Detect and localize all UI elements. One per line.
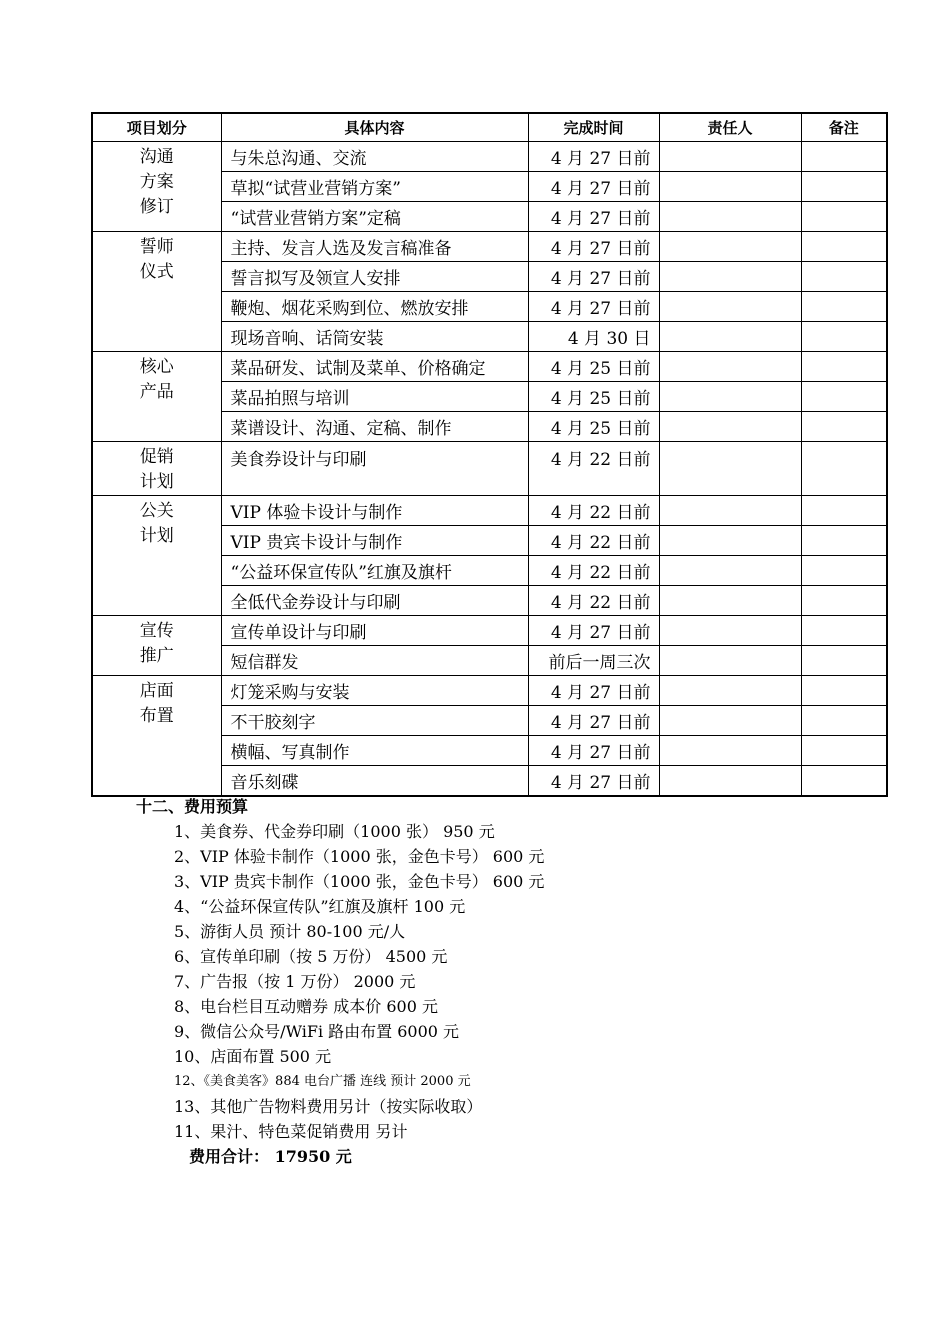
task-deadline: 4 月 27 日前 bbox=[528, 292, 659, 322]
category-label-line: 沟通 bbox=[139, 147, 174, 167]
task-content: 横幅、写真制作 bbox=[221, 736, 528, 766]
owner-cell bbox=[659, 646, 801, 676]
owner-cell bbox=[659, 352, 801, 382]
notes-cell bbox=[801, 676, 887, 706]
category-label-line: 产品 bbox=[139, 382, 174, 402]
task-deadline: 4 月 27 日前 bbox=[528, 202, 659, 232]
task-deadline: 4 月 27 日前 bbox=[528, 706, 659, 736]
budget-item: 2、VIP 体验卡制作（1000 张，金色卡号） 600 元 bbox=[174, 847, 545, 866]
notes-cell bbox=[801, 616, 887, 646]
owner-cell bbox=[659, 262, 801, 292]
task-deadline: 4 月 27 日前 bbox=[528, 142, 659, 172]
task-deadline: 4 月 22 日前 bbox=[528, 556, 659, 586]
owner-cell bbox=[659, 442, 801, 496]
task-deadline: 4 月 27 日前 bbox=[528, 172, 659, 202]
task-deadline: 4 月 27 日前 bbox=[528, 736, 659, 766]
budget-item: 12、《美食美客》884 电台广播 连线 预计 2000 元 bbox=[174, 1074, 471, 1089]
category-label-line: 公关 bbox=[139, 501, 174, 521]
notes-cell bbox=[801, 412, 887, 442]
header-category: 项目划分 bbox=[92, 113, 221, 142]
task-content: VIP 贵宾卡设计与制作 bbox=[221, 526, 528, 556]
budget-heading: 十二、费用预算 bbox=[136, 797, 249, 816]
header-owner: 责任人 bbox=[659, 113, 801, 142]
task-deadline: 前后一周三次 bbox=[528, 646, 659, 676]
category-label-line: 誓师 bbox=[139, 237, 174, 257]
owner-cell bbox=[659, 766, 801, 797]
table-row bbox=[92, 232, 887, 262]
notes-cell bbox=[801, 556, 887, 586]
budget-item: 5、游街人员 预计 80-100 元/人 bbox=[174, 922, 406, 941]
notes-cell bbox=[801, 322, 887, 352]
task-deadline: 4 月 27 日前 bbox=[528, 766, 659, 797]
category-label-line: 方案 bbox=[139, 172, 174, 192]
owner-cell bbox=[659, 496, 801, 526]
category-label-line: 推广 bbox=[139, 646, 174, 666]
task-content: 现场音响、话筒安装 bbox=[221, 322, 528, 352]
owner-cell bbox=[659, 322, 801, 352]
budget-item: 3、VIP 贵宾卡制作（1000 张，金色卡号） 600 元 bbox=[174, 872, 545, 891]
task-content: 与朱总沟通、交流 bbox=[221, 142, 528, 172]
notes-cell bbox=[801, 496, 887, 526]
owner-cell bbox=[659, 706, 801, 736]
owner-cell bbox=[659, 142, 801, 172]
category-cell bbox=[92, 232, 221, 352]
notes-cell bbox=[801, 142, 887, 172]
notes-cell bbox=[801, 766, 887, 797]
category-label-line: 计划 bbox=[139, 526, 174, 546]
owner-cell bbox=[659, 676, 801, 706]
owner-cell bbox=[659, 556, 801, 586]
task-deadline: 4 月 25 日前 bbox=[528, 382, 659, 412]
owner-cell bbox=[659, 232, 801, 262]
notes-cell bbox=[801, 172, 887, 202]
category-label-line: 仪式 bbox=[139, 262, 174, 282]
task-content: VIP 体验卡设计与制作 bbox=[221, 496, 528, 526]
category-cell bbox=[92, 676, 221, 797]
task-deadline: 4 月 22 日前 bbox=[528, 442, 659, 496]
task-content: 全低代金券设计与印刷 bbox=[221, 586, 528, 616]
owner-cell bbox=[659, 202, 801, 232]
header-content: 具体内容 bbox=[221, 113, 528, 142]
category-label-line: 计划 bbox=[139, 472, 174, 492]
task-content: 菜品拍照与培训 bbox=[221, 382, 528, 412]
category-label-line: 布置 bbox=[139, 706, 174, 726]
notes-cell bbox=[801, 232, 887, 262]
owner-cell bbox=[659, 382, 801, 412]
owner-cell bbox=[659, 292, 801, 322]
task-content: 誓言拟写及领宣人安排 bbox=[221, 262, 528, 292]
notes-cell bbox=[801, 706, 887, 736]
budget-item: 11、果汁、特色菜促销费用 另计 bbox=[174, 1122, 408, 1141]
task-content: “试营业营销方案”定稿 bbox=[221, 202, 528, 232]
plan-table bbox=[91, 112, 888, 797]
table-body bbox=[92, 142, 887, 797]
category-label-line: 核心 bbox=[139, 357, 174, 377]
task-content: 音乐刻碟 bbox=[221, 766, 528, 797]
budget-item: 10、店面布置 500 元 bbox=[174, 1047, 332, 1066]
task-content: 灯笼采购与安装 bbox=[221, 676, 528, 706]
task-content: 草拟“试营业营销方案” bbox=[221, 172, 528, 202]
notes-cell bbox=[801, 526, 887, 556]
category-label-line: 修订 bbox=[139, 197, 174, 217]
owner-cell bbox=[659, 172, 801, 202]
table-header-row bbox=[92, 113, 887, 142]
notes-cell bbox=[801, 382, 887, 412]
task-deadline: 4 月 22 日前 bbox=[528, 586, 659, 616]
task-deadline: 4 月 25 日前 bbox=[528, 412, 659, 442]
task-content: 不干胶刻字 bbox=[221, 706, 528, 736]
task-deadline: 4 月 27 日前 bbox=[528, 616, 659, 646]
budget-item: 6、宣传单印刷（按 5 万份） 4500 元 bbox=[174, 947, 448, 966]
header-deadline: 完成时间 bbox=[528, 113, 659, 142]
category-label-line: 宣传 bbox=[139, 621, 174, 641]
task-deadline: 4 月 27 日前 bbox=[528, 262, 659, 292]
table-row bbox=[92, 442, 887, 496]
budget-item: 8、电台栏目互动赠券 成本价 600 元 bbox=[174, 997, 438, 1016]
notes-cell bbox=[801, 352, 887, 382]
table-row bbox=[92, 142, 887, 172]
budget-item: 13、其他广告物料费用另计（按实际收取） bbox=[174, 1097, 483, 1116]
budget-item: 1、美食券、代金券印刷（1000 张） 950 元 bbox=[174, 822, 495, 841]
category-cell bbox=[92, 616, 221, 676]
task-content: 美食券设计与印刷 bbox=[221, 442, 528, 496]
budget-item: 9、微信公众号/WiFi 路由布置 6000 元 bbox=[174, 1022, 460, 1041]
budget-total: 费用合计： 17950 元 bbox=[189, 1147, 352, 1166]
category-cell bbox=[92, 352, 221, 442]
category-cell bbox=[92, 142, 221, 232]
notes-cell bbox=[801, 736, 887, 766]
task-deadline: 4 月 22 日前 bbox=[528, 526, 659, 556]
owner-cell bbox=[659, 526, 801, 556]
budget-section bbox=[136, 795, 836, 1169]
notes-cell bbox=[801, 442, 887, 496]
notes-cell bbox=[801, 262, 887, 292]
task-content: 宣传单设计与印刷 bbox=[221, 616, 528, 646]
owner-cell bbox=[659, 412, 801, 442]
table-row bbox=[92, 496, 887, 526]
owner-cell bbox=[659, 586, 801, 616]
category-cell bbox=[92, 496, 221, 616]
task-deadline: 4 月 27 日前 bbox=[528, 676, 659, 706]
task-content: 鞭炮、烟花采购到位、燃放安排 bbox=[221, 292, 528, 322]
category-label-line: 店面 bbox=[139, 681, 174, 701]
task-content: 短信群发 bbox=[221, 646, 528, 676]
task-content: 主持、发言人选及发言稿准备 bbox=[221, 232, 528, 262]
task-deadline: 4 月 30 日 bbox=[528, 322, 659, 352]
category-cell bbox=[92, 442, 221, 496]
notes-cell bbox=[801, 292, 887, 322]
budget-item: 7、广告报（按 1 万份） 2000 元 bbox=[174, 972, 416, 991]
task-content: 菜品研发、试制及菜单、价格确定 bbox=[221, 352, 528, 382]
task-deadline: 4 月 22 日前 bbox=[528, 496, 659, 526]
owner-cell bbox=[659, 736, 801, 766]
budget-list bbox=[136, 819, 836, 1144]
task-deadline: 4 月 25 日前 bbox=[528, 352, 659, 382]
table-row bbox=[92, 616, 887, 646]
task-content: 菜谱设计、沟通、定稿、制作 bbox=[221, 412, 528, 442]
notes-cell bbox=[801, 586, 887, 616]
task-deadline: 4 月 27 日前 bbox=[528, 232, 659, 262]
category-label-line: 促销 bbox=[139, 447, 174, 467]
owner-cell bbox=[659, 616, 801, 646]
task-content: “公益环保宣传队”红旗及旗杆 bbox=[221, 556, 528, 586]
table-row bbox=[92, 352, 887, 382]
header-notes: 备注 bbox=[801, 113, 887, 142]
notes-cell bbox=[801, 646, 887, 676]
table-row bbox=[92, 676, 887, 706]
budget-item: 4、“公益环保宣传队”红旗及旗杆 100 元 bbox=[174, 897, 466, 916]
notes-cell bbox=[801, 202, 887, 232]
